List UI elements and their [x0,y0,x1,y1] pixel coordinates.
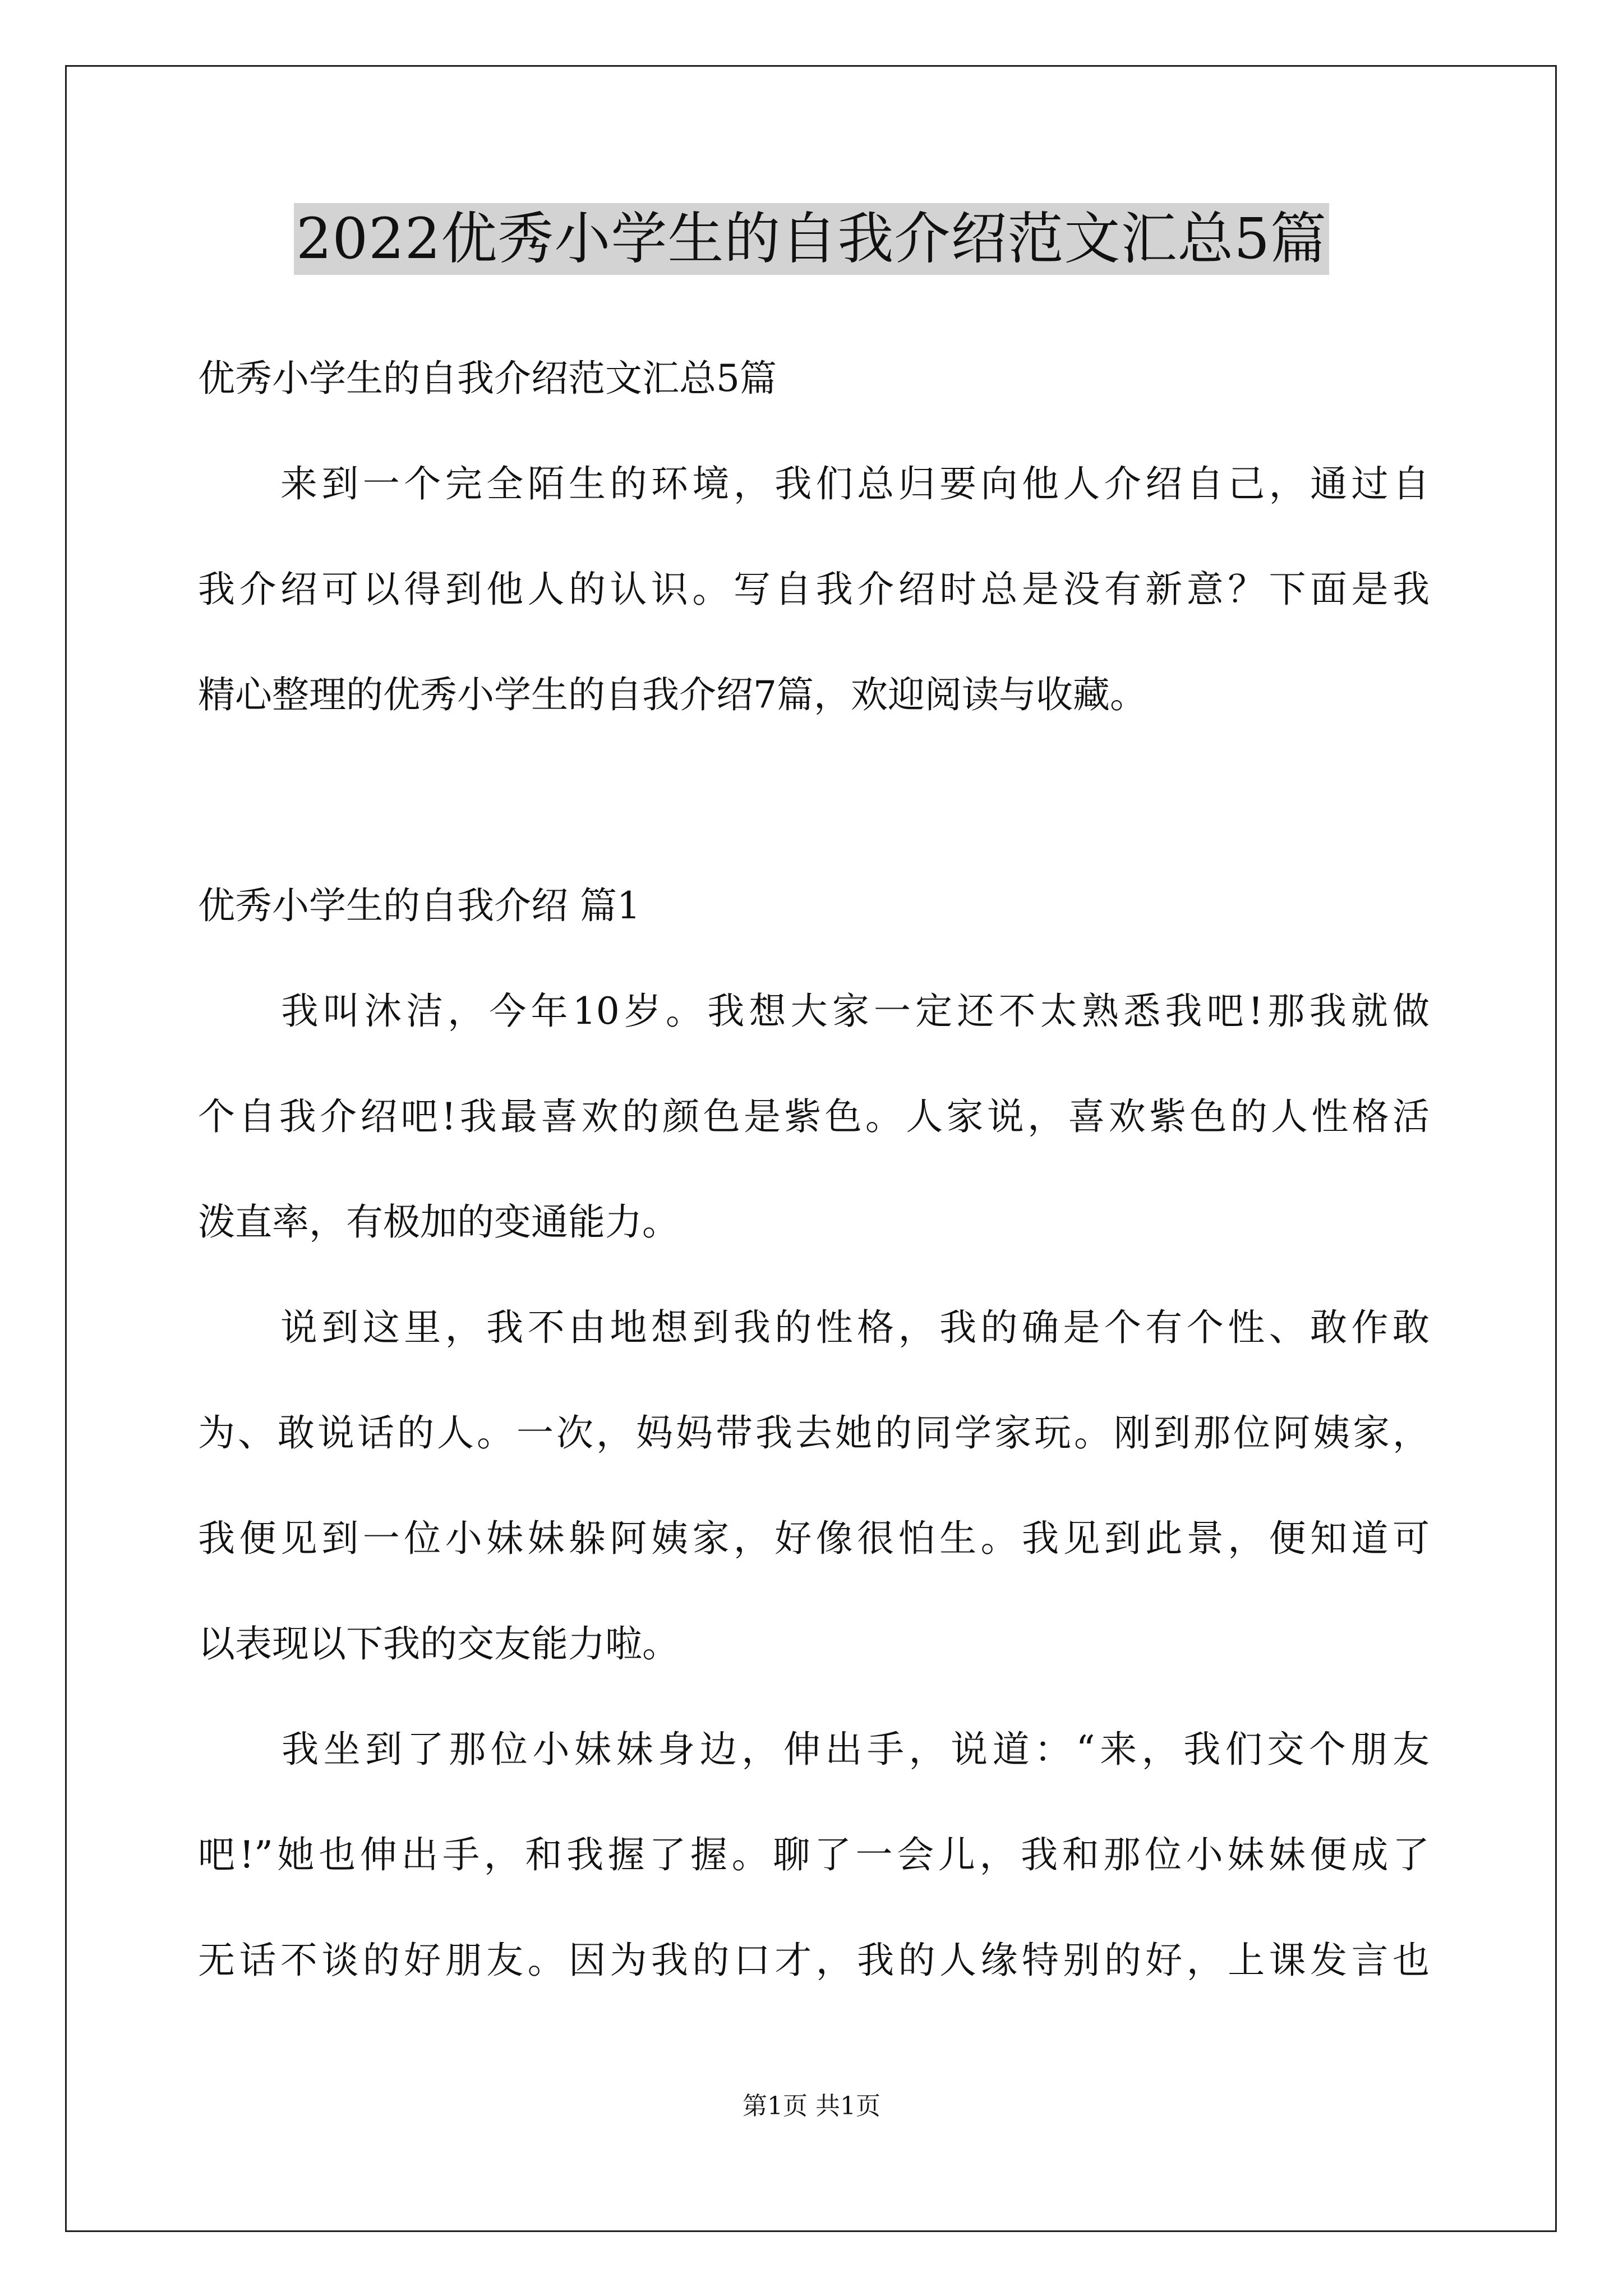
paragraph-line: 我坐到了那位小妹妹身边，伸出手，说道：“来，我们交个朋友 [198,1728,1430,1771]
paragraph-line: 我便见到一位小妹妹躲阿姨家，好像很怕生。我见到此景，便知道可 [198,1517,1430,1560]
intro-line: 我介绍可以得到他人的认识。写自我介绍时总是没有新意？下面是我 [198,568,1430,611]
paragraph-line: 个自我介绍吧!我最喜欢的颜色是紫色。人家说，喜欢紫色的人性格活 [198,1095,1430,1138]
section-heading: 优秀小学生的自我介绍 篇1 [198,884,640,927]
paragraph-line: 我叫沐洁，今年10岁。我想大家一定还不太熟悉我吧!那我就做 [198,990,1430,1033]
title-block [0,203,1623,275]
document-subtitle: 优秀小学生的自我介绍范文汇总5篇 [198,357,777,400]
paragraph-line: 为、敢说话的人。一次，妈妈带我去她的同学家玩。刚到那位阿姨家， [198,1411,1430,1455]
paragraph-line: 说到这里，我不由地想到我的性格，我的确是个有个性、敢作敢 [198,1306,1430,1349]
paragraph-line: 无话不谈的好朋友。因为我的口才，我的人缘特别的好，上课发言也 [198,1939,1430,1982]
paragraph-line: 以表现以下我的交友能力啦。 [198,1622,679,1665]
paragraph-line: 吧!”她也伸出手，和我握了握。聊了一会儿，我和那位小妹妹便成了 [198,1833,1430,1876]
intro-line: 来到一个完全陌生的环境，我们总归要向他人介绍自己，通过自 [198,462,1430,505]
paragraph-line: 泼直率，有极加的变通能力。 [198,1200,679,1244]
page-footer: 第1页 共1页 [743,2092,880,2120]
intro-line: 精心整理的优秀小学生的自我介绍7篇，欢迎阅读与收藏。 [198,673,1147,716]
document-title: 2022优秀小学生的自我介绍范文汇总5篇 [294,203,1329,275]
